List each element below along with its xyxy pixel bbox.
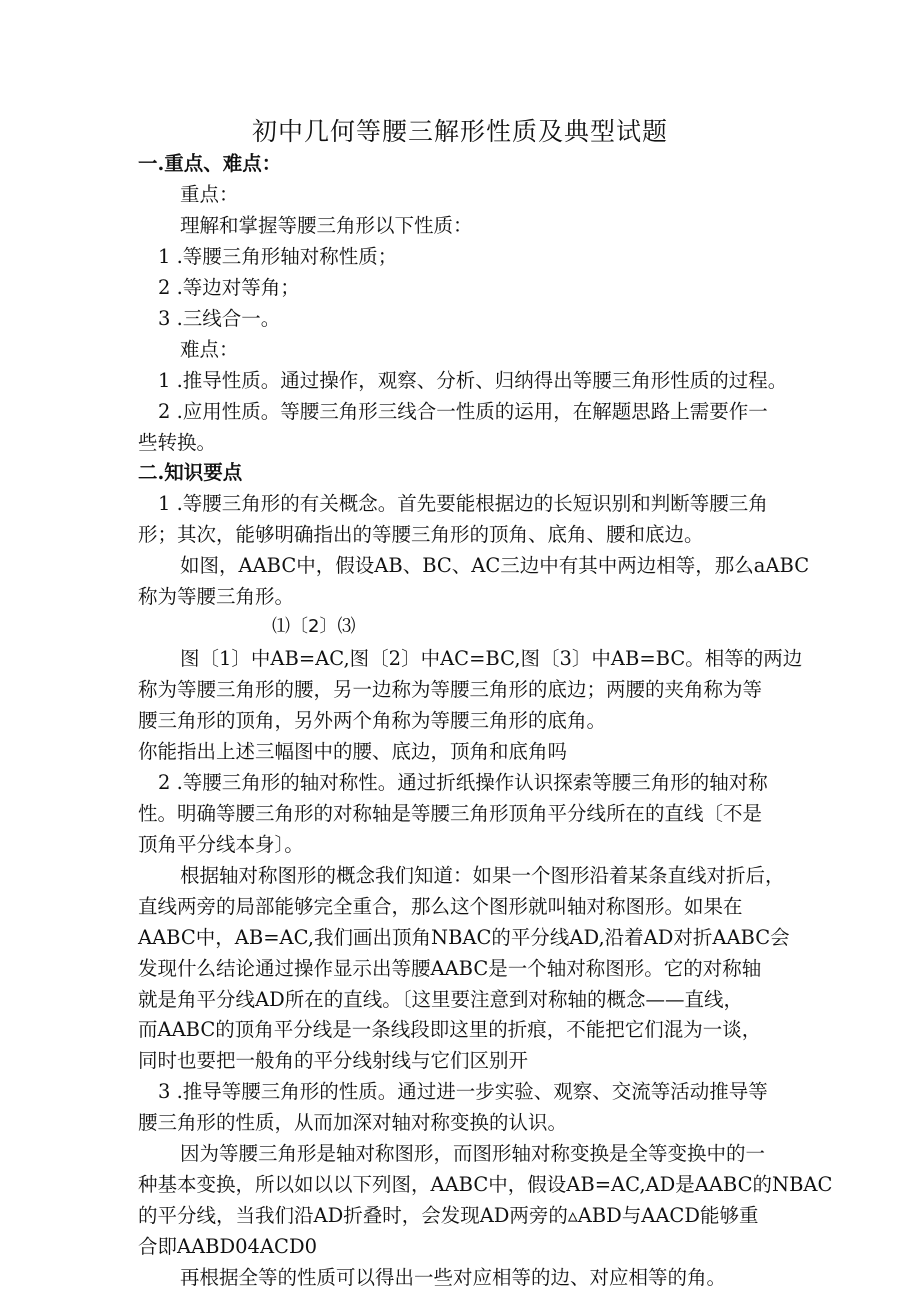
list-item: 3 .推导等腰三角形的性质。通过进一步实验、观察、交流等活动推导等 bbox=[158, 1080, 768, 1103]
paragraph-line: 合即AABD04ACD0 bbox=[138, 1235, 317, 1258]
paragraph-line: 种基本变换，所以如以以下列图，AABC中，假设AB=AC,AD是AABC的NBAC bbox=[138, 1173, 833, 1196]
document-title: 初中几何等腰三解形性质及典型试题 bbox=[251, 117, 668, 146]
paragraph-line: 称为等腰三角形。 bbox=[138, 585, 295, 608]
paragraph-line: 根据轴对称图形的概念我们知道：如果一个图形沿着某条直线对折后， bbox=[180, 864, 785, 887]
paragraph-line: AABC中，AB=AC,我们画出顶角NBAC的平分线AD,沿着AD对折AABC会 bbox=[138, 926, 790, 949]
paragraph-line: 顶角平分线本身〕。 bbox=[138, 833, 304, 856]
section-heading-knowledge: 二.知识要点 bbox=[138, 461, 243, 484]
paragraph-line: 形；其次，能够明确指出的等腰三角形的顶角、底角、腰和底边。 bbox=[138, 523, 704, 546]
paragraph-line: 再根据全等的性质可以得出一些对应相等的边、对应相等的角。 bbox=[180, 1266, 727, 1289]
list-item: 2 .等腰三角形的轴对称性。通过折纸操作认识探索等腰三角形的轴对称 bbox=[158, 771, 768, 794]
paragraph-line: 如图，AABC中，假设AB、BC、AC三边中有其中两边相等，那么aABC bbox=[180, 554, 810, 577]
paragraph-line: 你能指出上述三幅图中的腰、底边，顶角和底角吗 bbox=[138, 740, 568, 763]
paragraph-line: 腰三角形的性质，从而加深对轴对称变换的认识。 bbox=[138, 1111, 568, 1134]
paragraph-line: 因为等腰三角形是轴对称图形，而图形轴对称变换是全等变换中的一 bbox=[180, 1142, 766, 1165]
paragraph-line: 直线两旁的局部能够完全重合，那么这个图形就叫轴对称图形。如果在 bbox=[138, 895, 743, 918]
paragraph-line: 发现什么结论通过操作显示出等腰AABC是一个轴对称图形。它的对称轴 bbox=[138, 957, 762, 980]
list-item: 1 .推导性质。通过操作，观察、分析、归纳得出等腰三角形性质的过程。 bbox=[158, 369, 788, 392]
list-item: 1 .等腰三角形轴对称性质； bbox=[158, 245, 398, 268]
paragraph-line: 重点： bbox=[180, 183, 239, 206]
paragraph-line: 理解和掌握等腰三角形以下性质： bbox=[180, 214, 473, 237]
list-item: 2 .等边对等角； bbox=[158, 276, 300, 299]
paragraph-line: 腰三角形的顶角，另外两个角称为等腰三角形的底角。 bbox=[138, 709, 607, 732]
list-item: 3 .三线合一。 bbox=[158, 307, 281, 330]
paragraph-line: 而AABC的顶角平分线是一条线段即这里的折痕，不能把它们混为一谈， bbox=[138, 1018, 762, 1041]
section-heading-key-points: 一.重点、难点： bbox=[138, 152, 282, 175]
figure-labels: ⑴〔2〕⑶ bbox=[272, 616, 356, 637]
list-item: 2 .应用性质。等腰三角形三线合一性质的运用，在解题思路上需要作一 bbox=[158, 400, 768, 423]
paragraph-line: 性。明确等腰三角形的对称轴是等腰三角形顶角平分线所在的直线〔不是 bbox=[138, 802, 763, 825]
list-item: 1 .等腰三角形的有关概念。首先要能根据边的长短识别和判断等腰三角 bbox=[158, 492, 768, 515]
paragraph-line: 难点： bbox=[180, 338, 239, 361]
paragraph-line: 些转换。 bbox=[138, 431, 217, 454]
paragraph-line: 同时也要把一般角的平分线射线与它们区别开 bbox=[138, 1049, 529, 1072]
paragraph-line: 就是角平分线AD所在的直线。〔这里要注意到对称轴的概念——直线， bbox=[138, 988, 743, 1011]
paragraph-line: 图〔1〕中AB=AC,图〔2〕中AC=BC,图〔3〕中AB=BC。相等的两边 bbox=[180, 647, 803, 670]
paragraph-line: 称为等腰三角形的腰，另一边称为等腰三角形的底边；两腰的夹角称为等 bbox=[138, 678, 763, 701]
paragraph-line: 的平分线，当我们沿AD折叠时，会发现AD两旁的▵ABD与AACD能够重 bbox=[138, 1204, 759, 1227]
